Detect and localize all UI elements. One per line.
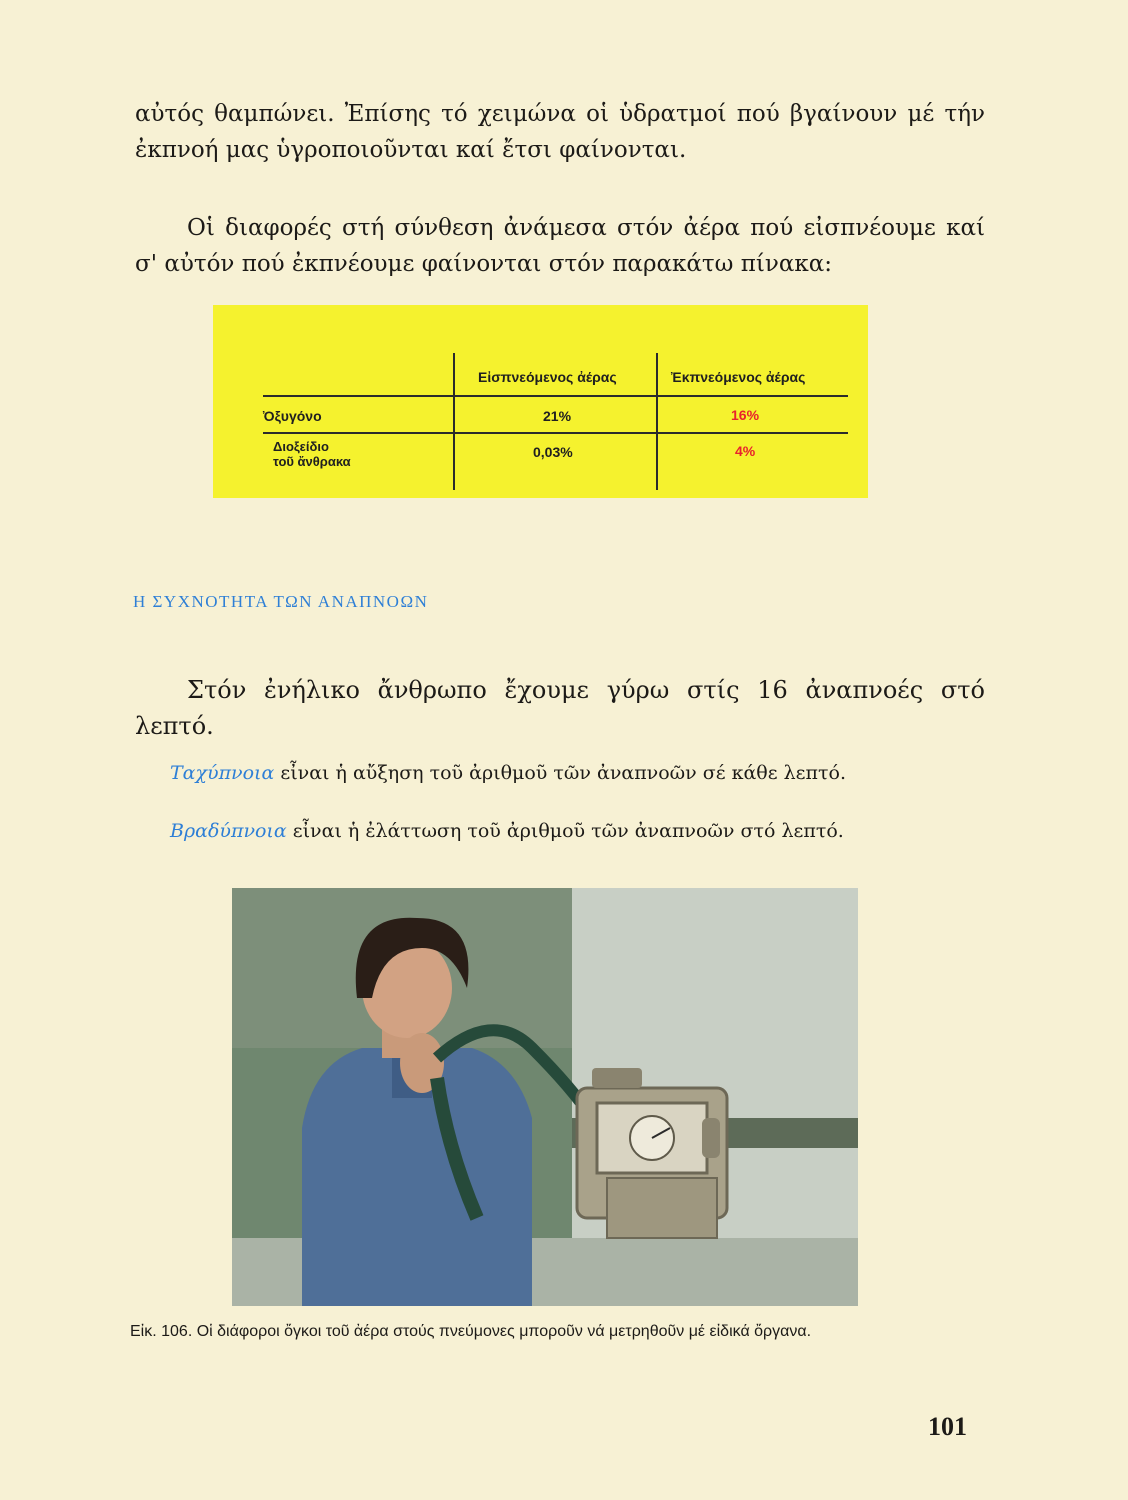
cell-oxygen-inhaled: 21% [543, 408, 572, 424]
column-header-exhaled: Ἐκπνεόμενος ἀέρας [671, 369, 806, 385]
row-label-co2-line1: Διοξείδιο [273, 439, 329, 454]
definition-tachypnea [170, 760, 846, 786]
table-divider-2 [656, 353, 658, 490]
table-row-rule [263, 432, 848, 434]
row-label-co2 [273, 439, 351, 469]
table-header-rule [263, 395, 848, 397]
column-header-inhaled: Εἰσπνεόμενος ἀέρας [478, 369, 617, 385]
cell-co2-exhaled: 4% [735, 443, 756, 459]
page-number: 101 [928, 1412, 967, 1441]
cell-oxygen-exhaled: 16% [731, 407, 760, 423]
definition-text-tachypnea: εἶναι ἡ αὔξηση τοῦ ἀριθμοῦ τῶν ἀναπνοῶν σέ κάθε λεπτό. [280, 762, 846, 784]
definition-bradypnea [170, 818, 844, 844]
cell-co2-inhaled: 0,03% [533, 444, 573, 460]
paragraph-continuation: αὐτός θαμπώνει. Ἐπίσης τό χειμώνα οἱ ὑδρατμοί πού βγαίνουν μέ τήν ἐκπνοή μας ὑγροποιοῦνται καί ἔτσι φαίνονται. [135, 101, 985, 163]
row-label-co2-line2: τοῦ ἄνθρακα [273, 454, 351, 469]
paragraph-breath-rate: Στόν ἐνήλικο ἄνθρωπο ἔχουμε γύρω στίς 16 ἀναπνοές στό λεπτό. [135, 676, 985, 740]
table-divider-1 [453, 353, 455, 490]
figure-caption: Εἰκ. 106. Οἱ διάφοροι ὄγκοι τοῦ ἀέρα στούς πνεύμονες μποροῦν νά μετρηθοῦν μέ εἰδικά ὄργανα. [130, 1323, 812, 1340]
paragraph-composition: Οἱ διαφορές στή σύνθεση ἀνάμεσα στόν ἀέρα πού εἰσπνέουμε καί σ' αὐτόν πού ἐκπνέουμε φαίνονται στόν παρακάτω πίνακα: [135, 215, 985, 277]
section-heading: Η ΣΥΧΝΟΤΗΤΑ ΤΩΝ ΑΝΑΠΝΟΩΝ [133, 592, 429, 611]
row-label-oxygen: Ὀξυγόνο [263, 408, 322, 424]
term-bradypnea: Βραδύπνοια [170, 820, 287, 842]
air-composition-table [213, 305, 868, 498]
term-tachypnea: Ταχύπνοια [170, 762, 275, 784]
figure-photo-spirometer [232, 888, 858, 1306]
definition-text-bradypnea: εἶναι ἡ ἐλάττωση τοῦ ἀριθμοῦ τῶν ἀναπνοῶν στό λεπτό. [292, 820, 844, 842]
